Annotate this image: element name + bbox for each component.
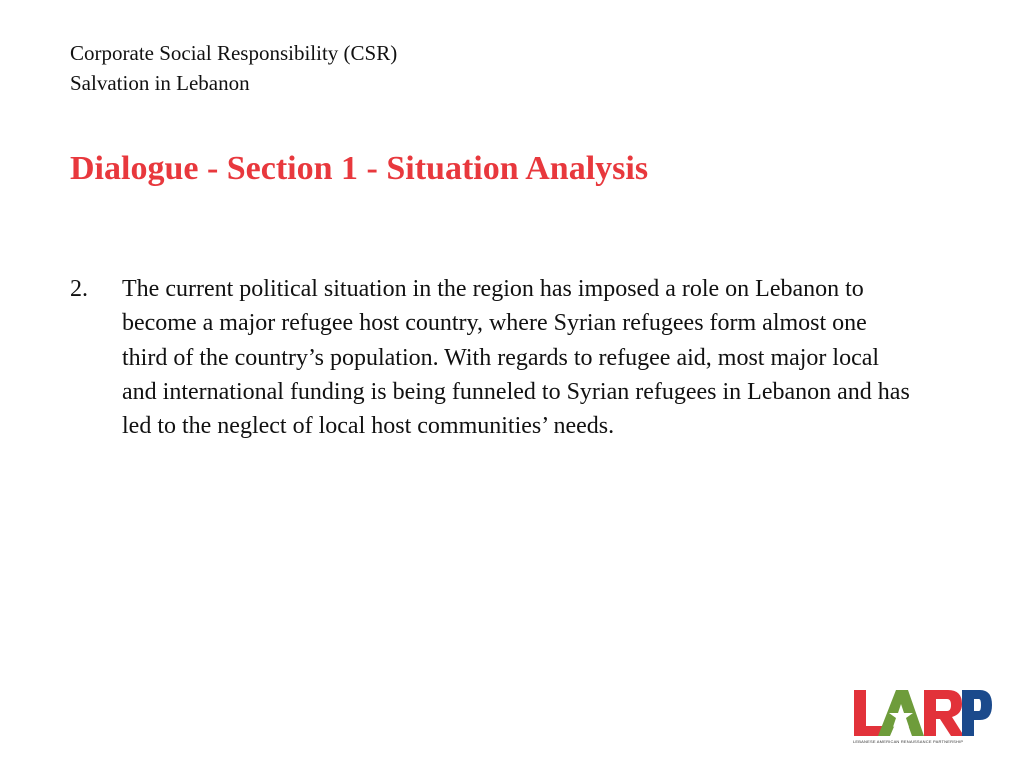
- slide-header: [70, 38, 397, 98]
- list-item: [70, 272, 910, 443]
- logo-letter-p: [962, 690, 992, 736]
- logo-letter-r: [924, 690, 964, 736]
- list-item-number: 2.: [70, 276, 88, 302]
- logo-caption: LEBANESE AMERICAN RENAISSANCE PARTNERSHIP: [853, 739, 964, 744]
- header-line-1: Corporate Social Responsibility (CSR): [70, 41, 398, 65]
- list-item-text: The current political situation in the region has imposed a role on Lebanon to become a major refugee host country, where Syrian refugees form almost one third of the country’s population. With regards to refugee aid, most major local and international funding is being funneled to Syrian refugees in Lebanon and has led to the neglect of local host communities’ needs.: [122, 276, 910, 440]
- header-line-2: Salvation in Lebanon: [70, 71, 250, 95]
- logo-letter-l: [854, 690, 882, 736]
- slide-title: Dialogue - Section 1 - Situation Analysis: [70, 150, 649, 187]
